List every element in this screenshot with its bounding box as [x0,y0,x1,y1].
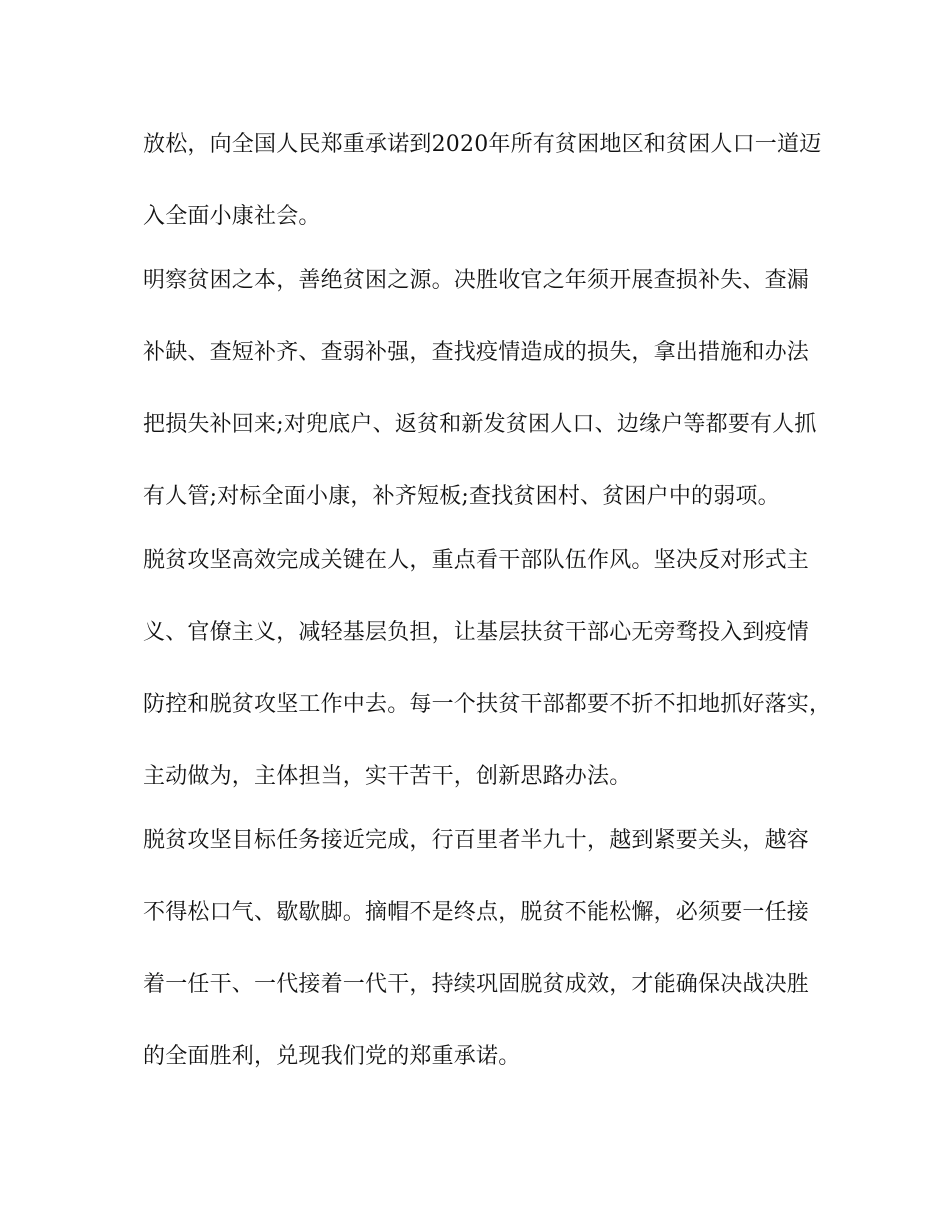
paragraph-1-line-1: 放松，向全国人民郑重承诺到2020年所有贫困地区和贫困人口一道迈 [143,132,822,157]
paragraph-3-line-4: 主动做为，主体担当，实干苦干，创新思路办法。 [143,764,632,789]
paragraph-1-line-2: 入全面小康社会。 [143,204,321,229]
paragraph-2-line-2: 补缺、查短补齐、查弱补强，查找疫情造成的损失，拿出措施和办法 [143,340,810,365]
paragraph-4-line-2: 不得松口气、歇歇脚。摘帽不是终点，脱贫不能松懈，必须要一任接 [143,900,810,925]
paragraph-4-line-4: 的全面胜利，兑现我们党的郑重承诺。 [143,1044,521,1069]
paragraph-2-line-1: 明察贫困之本，善绝贫困之源。决胜收官之年须开展查损补失、查漏 [143,268,810,293]
paragraph-3-line-2: 义、官僚主义，减轻基层负担，让基层扶贫干部心无旁骛投入到疫情 [143,620,810,645]
paragraph-4-line-1: 脱贫攻坚目标任务接近完成，行百里者半九十，越到紧要关头，越容 [143,828,810,853]
paragraph-2-line-3: 把损失补回来;对兜底户、返贫和新发贫困人口、边缘户等都要有人抓 [143,412,817,437]
paragraph-3-line-3: 防控和脱贫攻坚工作中去。每一个扶贫干部都要不折不扣地抓好落实， [143,692,832,717]
paragraph-3-line-1: 脱贫攻坚高效完成关键在人，重点看干部队伍作风。坚决反对形式主 [143,548,810,573]
paragraph-4-line-3: 着一任干、一代接着一代干，持续巩固脱贫成效，才能确保决战决胜 [143,972,810,997]
paragraph-2-line-4: 有人管;对标全面小康，补齐短板;查找贫困村、贫困户中的弱项。 [143,484,780,509]
